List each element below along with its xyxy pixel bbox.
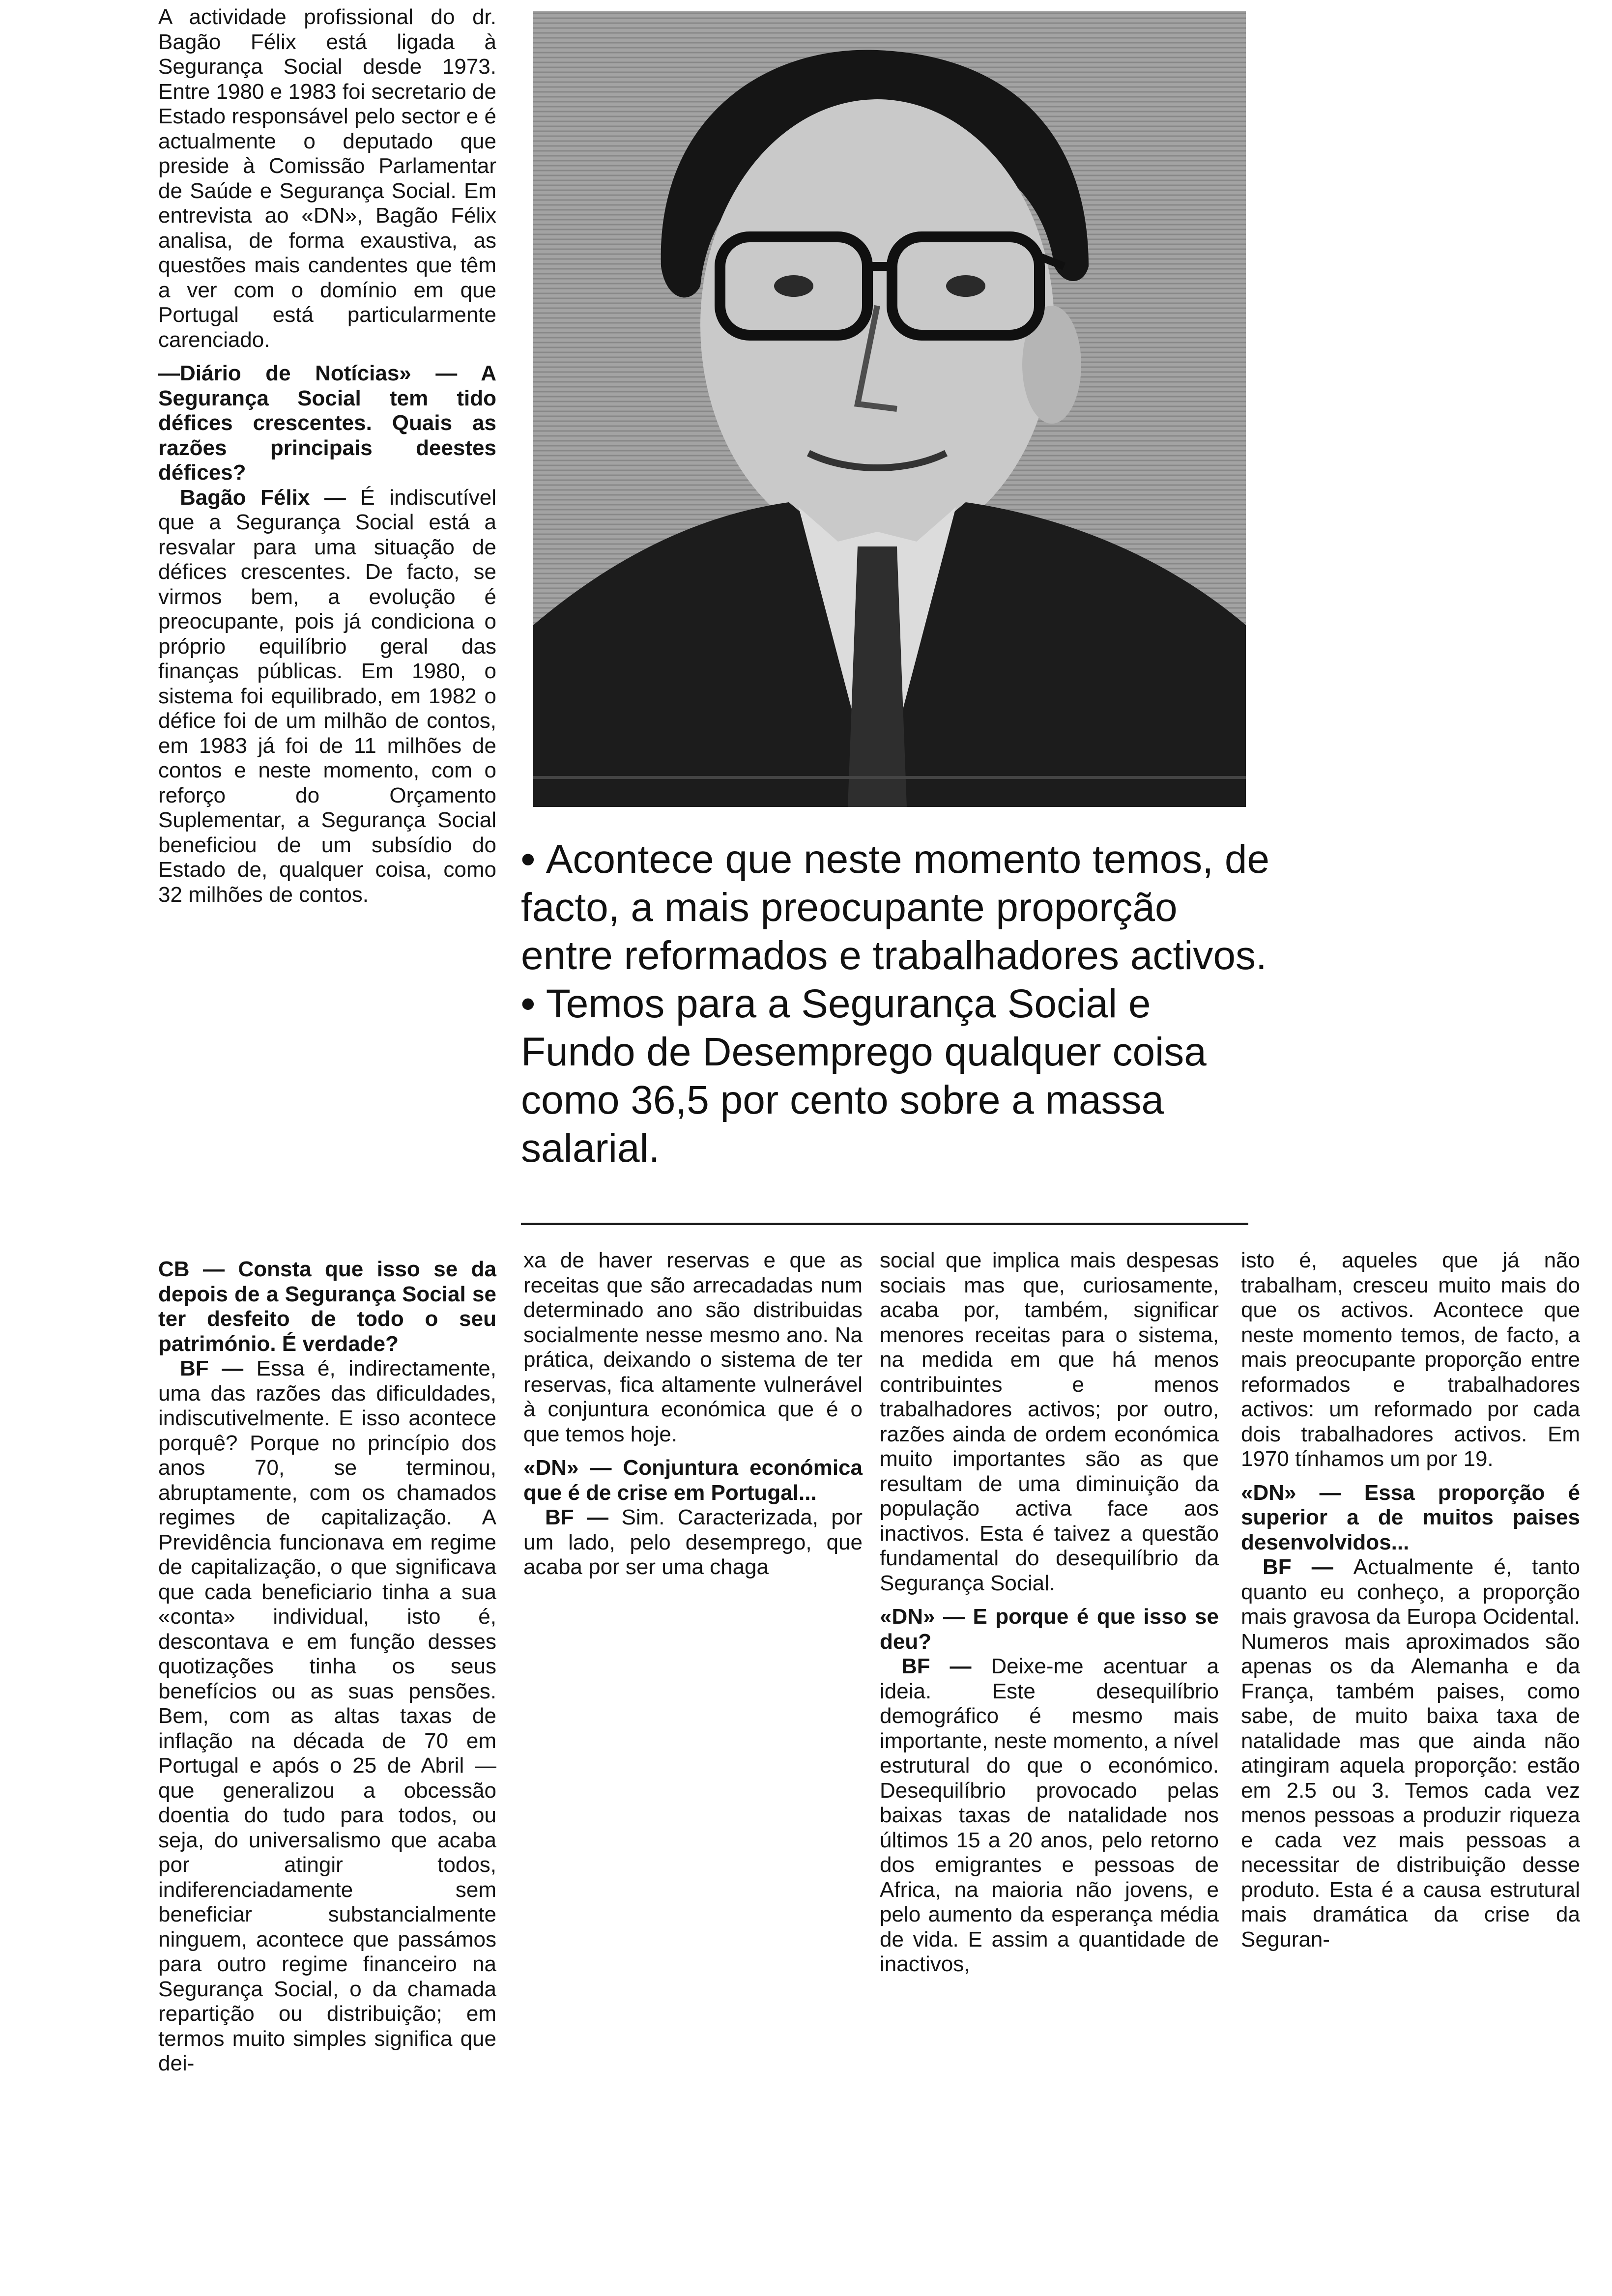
answer-4-speaker: BF — [901, 1654, 991, 1678]
answer-3 [523, 1505, 863, 1580]
column-1-continued [158, 1248, 496, 2076]
question-2: CB — Consta que isso se da depois de a Segurança Social se ter desfeito de todo o seu património. É verdade? [158, 1257, 496, 1356]
bullet-icon: • [521, 981, 535, 1026]
answer-5-speaker: BF — [1263, 1555, 1353, 1579]
pull-quote [521, 835, 1273, 1173]
pull-quote-item-2 [521, 980, 1273, 1173]
question-1: —Diário de Notícias» — A Segurança Social tem tido défices crescentes. Quais as razões principais deestes défices? [158, 361, 496, 485]
question-5: «DN» — Essa proporção é superior a de muitos paises desenvolvidos... [1241, 1480, 1580, 1554]
answer-2-text: Essa é, indirectamente, uma das razões das dificuldades, indiscutivelmente. E isso acontece porquê? Porque no princípio dos anos 70, se terminou, abruptamente, com os chamados regimes de capitalização. A Previdência funcionava em regime de capitalização, o que significava que cada beneficiario tinha a sua «conta» individual, isto é, descontava e em função desses quotizações tinha os seus benefícios ou as suas pensões. Bem, com as altas taxas de inflação na década de 70 em Portugal e após o 25 de Abril — que generalizou a obcessão doentia do tudo para todos, ou seja, do universalismo que acaba por atingir todos, indiferenciadamente sem beneficiar substancialmente ninguem, acontece que passámos para outro regime financeiro na Segurança Social, o da chamada repartição ou distribuição; em termos muito simples significa que dei- [158, 1356, 496, 2075]
answer-5 [1241, 1555, 1580, 1952]
column-2-text: xa de haver reservas e que as receitas que são arrecadadas num determinado ano são distribuidas socialmente nesse mesmo ano. Na prática, deixando o sistema de ter reservas, fica altamente vulnerável à conjuntura económica que é o que temos hoje. [523, 1248, 863, 1446]
answer-4-text: Deixe-me acentuar a ideia. Este desequilíbrio demográfico é mesmo mais importante, neste momento, a nível estrutural do que o económico. Desequilíbrio provocado pelas baixas taxas de natalidade nos últimos 15 a 20 anos, pelo retorno dos emigrantes e pessoas de Africa, na maioria não jovens, e pelo aumento da esperança média de vida. E assim a quantidade de inactivos, [880, 1654, 1219, 1976]
divider-line [521, 1223, 1248, 1225]
question-4: «DN» — E porque é que isso se deu? [880, 1605, 1219, 1654]
answer-1-text: É indiscutível que a Segurança Social está a resvalar para uma situação de défices crescentes. De facto, se virmos bem, a evolução é preocupante, pois já condiciona o próprio equilíbrio geral das finanças públicas. Em 1980, o sistema foi equilibrado, em 1982 o défice foi de um milhão de contos, em 1983 já foi de 11 milhões de contos e neste momento, com o reforço do Orçamento Suplementar, a Segurança Social beneficiou de um subsídio do Estado de, qualquer coisa, como 32 milhões de contos. [158, 485, 496, 907]
column-3 [880, 1248, 1219, 1977]
answer-3-speaker: BF — [545, 1505, 622, 1529]
answer-2-speaker: BF — [180, 1356, 257, 1380]
pull-quote-item-1 [521, 835, 1273, 980]
column-2 [523, 1248, 863, 1580]
portrait-photo [533, 11, 1246, 807]
bullet-icon: • [521, 837, 535, 882]
pull-quote-text-1: Acontece que neste momento temos, de facto, a mais preocupante proporção entre reformados e trabalhadores activos. [521, 837, 1270, 978]
answer-1 [158, 486, 496, 908]
pull-quote-text-2: Temos para a Segurança Social e Fundo de Desemprego qualquer coisa como 36,5 por cento sobre a massa salarial. [521, 981, 1207, 1171]
answer-4 [880, 1654, 1219, 1977]
column-4-text: isto é, aqueles que já não trabalham, cresceu muito mais do que os activos. Acontece que neste momento temos, de facto, a mais preocupante proporção entre reformados e trabalhadores activos: um reformado por cada dois trabalhadores activos. Em 1970 tínhamos um por 19. [1241, 1248, 1580, 1471]
answer-5-text: Actualmente é, tanto quanto eu conheço, a proporção mais gravosa da Europa Ocidental. Numeros mais aproximados são apenas os da Alemanha e da França, também paises, como sabe, de muito baixa taxa de natalidade mas que ainda não atingiram aquela proporção: estão em 2.5 ou 3. Temos cada vez menos pessoas a produzir riqueza e cada vez mais pessoas a necessitar de distribuição desse produto. Esta é a causa estrutural mais dramática da crise da Seguran- [1241, 1555, 1580, 1952]
column-1 [158, 5, 496, 907]
article-intro: A actividade profissional do dr. Bagão Félix está ligada à Segurança Social desde 1973. Entre 1980 e 1983 foi secretario de Estado responsável pelo sector e é actualmente o deputado que preside à Comissão Parlamentar de Saúde e Segurança Social. Em entrevista ao «DN», Bagão Félix analisa, de forma exaustiva, as questões mais candentes que têm a ver com o domínio em que Portugal está particularmente carenciado. [158, 5, 496, 352]
column-3-text: social que implica mais despesas sociais mas que, curiosamente, acaba por, também, significar menores receitas para o sistema, na medida em que há menos contribuintes e menos trabalhadores activos; por outro, razões ainda de ordem económica muito importantes são as que resultam de uma diminuição da população activa face aos inactivos. Esta é taivez a questão fundamental do desequilíbrio da Segurança Social. [880, 1248, 1219, 1595]
answer-3-text: Sim. Caracterizada, por um lado, pelo desemprego, que acaba por ser uma chaga [523, 1505, 863, 1579]
answer-2 [158, 1356, 496, 2076]
answer-1-speaker: Bagão Félix — [180, 485, 361, 510]
question-3: «DN» — Conjuntura económica que é de crise em Portugal... [523, 1456, 863, 1505]
column-4 [1241, 1248, 1580, 1952]
